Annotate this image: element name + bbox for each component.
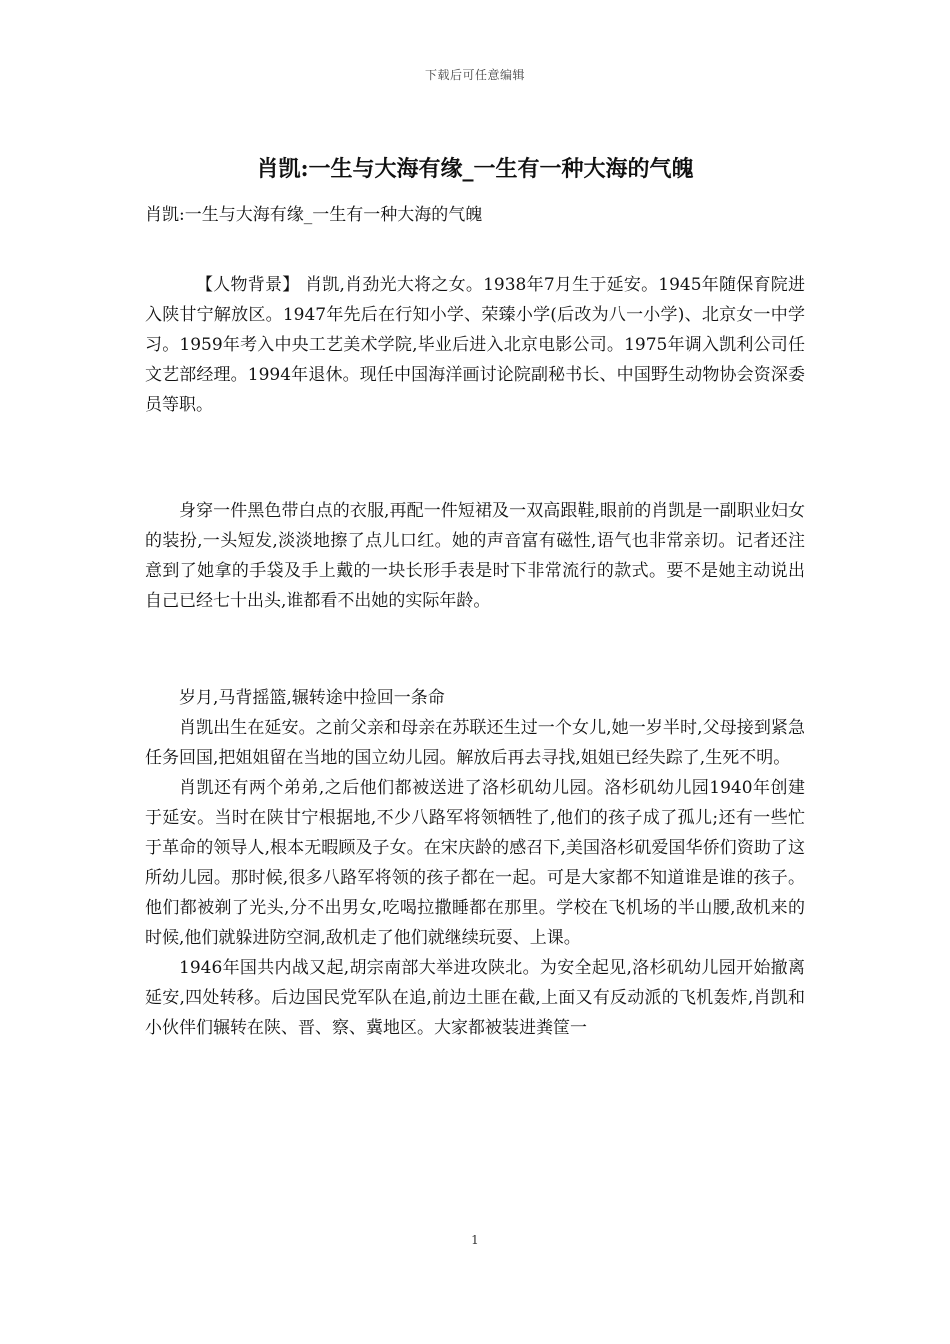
page-number: 1 xyxy=(471,1233,479,1247)
paragraph-birth: 肖凯出生在延安。之前父亲和母亲在苏联还生过一个女儿,她一岁半时,父母接到紧急任务回国,把姐姐留在当地的国立幼儿园。解放后再去寻找,姐姐已经失踪了,生死不明。 xyxy=(145,718,805,768)
story-section xyxy=(145,683,805,1043)
article-title: 肖凯:一生与大海有缘_一生有一种大海的气魄 xyxy=(256,156,694,182)
paragraph-background: 【人物背景】 肖凯,肖劲光大将之女。1938年7月生于延安。1945年随保育院进入陕甘宁解放区。1947年先后在行知小学、荣臻小学(后改为八一小学)、北京女一中学习。1959年考入中央工艺美术学院,毕业后进入北京电影公司。1975年调入凯利公司任文艺部经理。1994年退休。现任中国海洋画讨论院副秘书长、中国野生动物协会资深委员等职。 xyxy=(145,275,805,415)
section-heading: 岁月,马背摇篮,辗转途中捡回一条命 xyxy=(179,688,445,708)
paragraph-kindergarten: 肖凯还有两个弟弟,之后他们都被送进了洛杉矶幼儿园。洛杉矶幼儿园1940年创建于延安。当时在陕甘宁根据地,不少八路军将领牺牲了,他们的孩子成了孤儿;还有一些忙于革命的领导人,根本无暇顾及子女。在宋庆龄的感召下,美国洛杉矶爱国华侨们资助了这所幼儿园。那时候,很多八路军将领的孩子都在一起。可是大家都不知道谁是谁的孩子。他们都被剃了光头,分不出男女,吃喝拉撒睡都在那里。学校在飞机场的半山腰,敌机来的时候,他们就躲进防空洞,敌机走了他们就继续玩耍、上课。 xyxy=(145,778,805,948)
article-subtitle: 肖凯:一生与大海有缘_一生有一种大海的气魄 xyxy=(145,205,483,225)
paragraph-appearance: 身穿一件黑色带白点的衣服,再配一件短裙及一双高跟鞋,眼前的肖凯是一副职业妇女的装扮,一头短发,淡淡地擦了点儿口红。她的声音富有磁性,语气也非常亲切。记者还注意到了她拿的手袋及手上戴的一块长形手表是时下非常流行的款式。要不是她主动说出自己已经七十出头,谁都看不出她的实际年龄。 xyxy=(145,501,805,611)
paragraph-civil-war: 1946年国共内战又起,胡宗南部大举进攻陕北。为安全起见,洛杉矶幼儿园开始撤离延安,四处转移。后边国民党军队在追,前边土匪在截,上面又有反动派的飞机轰炸,肖凯和小伙伴们辗转在陕、晋、察、冀地区。大家都被装进粪筐一 xyxy=(145,958,805,1038)
background-section xyxy=(145,270,805,420)
appearance-section xyxy=(145,496,805,616)
header-note: 下载后可任意编辑 xyxy=(424,68,525,82)
